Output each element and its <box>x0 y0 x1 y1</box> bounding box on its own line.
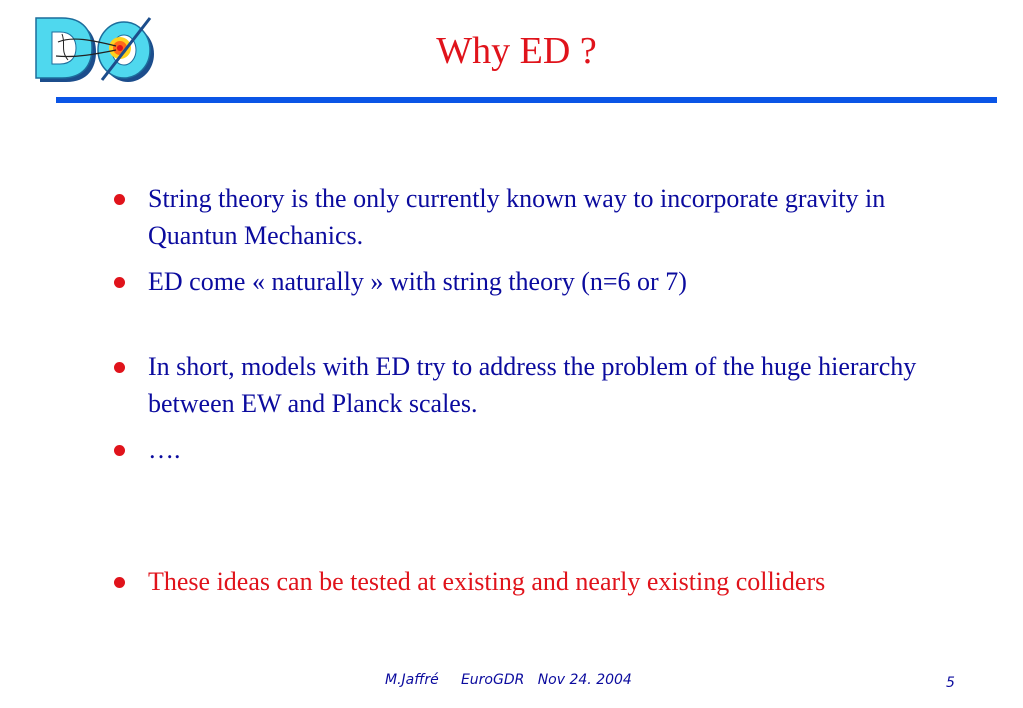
bullet-item <box>112 263 972 300</box>
slide-footer: M.Jaffré EuroGDR Nov 24. 2004 <box>385 672 632 688</box>
bullet-text: In short, models with ED try to address the problem of the huge hierarchy between EW and Planck scales. <box>148 352 917 418</box>
bullet-item <box>112 431 972 468</box>
bullet-text: ED come « naturally » with string theory (n=6 or 7) <box>148 267 687 296</box>
bullet-list <box>112 180 972 600</box>
bullet-dot-icon <box>114 445 125 456</box>
bullet-dot-icon <box>114 362 125 373</box>
bullet-text: String theory is the only currently known way to incorporate gravity in Quantun Mechanics. <box>148 184 886 250</box>
title-divider <box>56 97 997 103</box>
slide-title: Why ED ? <box>436 30 597 72</box>
bullet-item-highlight <box>112 563 972 600</box>
bullet-text: These ideas can be tested at existing and nearly existing colliders <box>148 567 826 596</box>
bullet-dot-icon <box>114 194 125 205</box>
bullet-text: …. <box>148 435 181 464</box>
bullet-item <box>112 348 972 422</box>
bullet-dot-icon <box>114 577 125 588</box>
bullet-dot-icon <box>114 277 125 288</box>
page-number: 5 <box>946 675 955 691</box>
bullet-item <box>112 180 972 254</box>
